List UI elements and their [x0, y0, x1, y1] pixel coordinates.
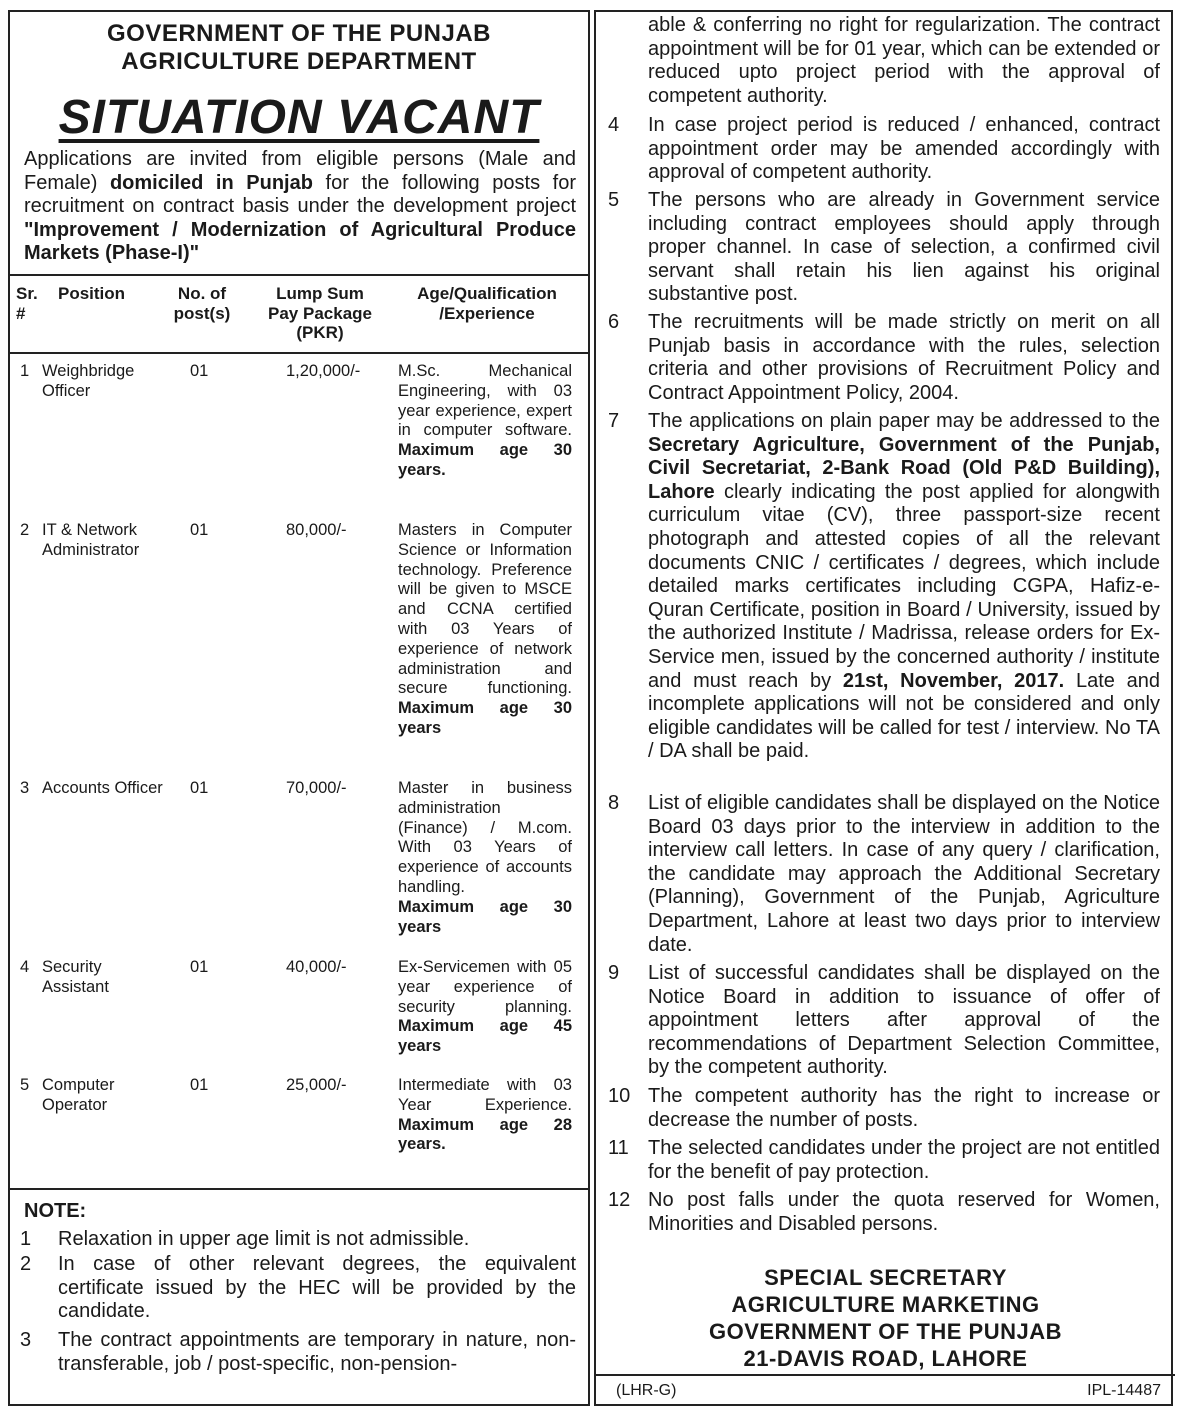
intro-bold-2: "Improvement / Modernization of Agricultural Produce Markets (Phase-I)": [24, 218, 576, 264]
signature-line-1: SPECIAL SECRETARY: [764, 1265, 1007, 1290]
row-posts: 01: [190, 958, 209, 976]
note-item: [20, 1329, 576, 1376]
row-pay: 40,000/-: [286, 958, 347, 976]
qualification-text: Ex-Servicemen with 05 year experience of security planning.: [398, 958, 572, 1016]
row-position: Computer Operator: [42, 1076, 115, 1114]
intro-text-1: Applications are invited from eligible persons (Male and Female): [24, 148, 576, 194]
row-qualification: [398, 521, 572, 739]
note-item: [20, 1228, 576, 1252]
qualification-text: Masters in Computer Science or Information technology. Preference will be given to MSCE and CCNA certified with 03 Years of experience of network administration and secure functioning.: [398, 521, 572, 698]
page-title: SITUATION VACANT: [58, 91, 540, 144]
note-item: [608, 1085, 1160, 1132]
signature-block: [596, 1264, 1175, 1372]
footer: [596, 1374, 1175, 1406]
address-text: Secretary Agriculture, Government of the Punjab, Civil Secretariat, 2-Bank Road (Old P&D Building), Lahore: [648, 433, 1160, 503]
header-line-2: AGRICULTURE DEPARTMENT: [121, 48, 477, 75]
note-text: [648, 410, 1160, 764]
note-title: NOTE:: [24, 1200, 87, 1222]
row-sr: 2: [20, 521, 30, 539]
intro-bold-1: domiciled in Punjab: [109, 171, 313, 194]
note-text: List of successful candidates shall be displayed on the Notice Board in addition to issuance of offer of appointment letters after approval of the recommendations of Department Selection Committee, by the competent authority.: [648, 962, 1160, 1079]
footer-code-right: IPL-14487: [1087, 1382, 1161, 1399]
header-pay: Lump Sum Pay Package (PKR): [268, 284, 372, 342]
note-item: [608, 311, 1160, 405]
footer-code-left: (LHR-G): [616, 1382, 677, 1399]
row-posts: 01: [190, 779, 209, 797]
years-text: years.: [398, 460, 446, 479]
row-sr: 5: [20, 1076, 30, 1094]
row-pay: 1,20,000/-: [286, 362, 361, 380]
intro-paragraph: [24, 148, 576, 266]
table-header: [10, 274, 588, 354]
note-number: 1: [20, 1228, 32, 1250]
max-age-text: Maximum age 30: [398, 699, 572, 718]
row-pay: 25,000/-: [286, 1076, 347, 1094]
note-item: [608, 189, 1160, 307]
note-item: [608, 410, 1160, 764]
note-7-text-a: The applications on plain paper may be addressed to the: [648, 410, 1160, 432]
qualification-text: Intermediate with 03 Year Experience.: [398, 1076, 572, 1114]
note-number: 3: [20, 1329, 32, 1351]
years-text: years: [398, 718, 442, 737]
row-position: Weighbridge Officer: [42, 362, 135, 400]
note-section: [10, 1188, 588, 1375]
max-age-text: Maximum age 28: [398, 1115, 572, 1134]
note-number: 12: [608, 1189, 631, 1211]
note-text: The selected candidates under the project are not entitled for the benefit of pay protection.: [648, 1137, 1160, 1183]
row-qualification: [398, 958, 572, 1057]
row-position: IT & Network Administrator: [42, 521, 140, 559]
years-text: years.: [398, 1135, 446, 1154]
row-posts: 01: [190, 362, 209, 380]
years-text: years: [398, 1037, 442, 1056]
max-age-text: Maximum age 30: [398, 897, 572, 916]
intro-text-2: for the following posts for recruitment on contract basis under the development project: [24, 171, 577, 217]
note-number: 10: [608, 1085, 631, 1107]
note-number: 9: [608, 962, 620, 984]
row-pay: 70,000/-: [286, 779, 347, 797]
row-pay: 80,000/-: [286, 521, 347, 539]
row-sr: 1: [20, 362, 30, 380]
signature-line-2: AGRICULTURE MARKETING: [731, 1292, 1040, 1317]
row-qualification: [398, 1076, 572, 1155]
header-posts: No. of post(s): [173, 284, 231, 323]
note-number: 6: [608, 311, 620, 333]
header-position: Position: [58, 284, 126, 303]
note-number: 11: [608, 1137, 629, 1159]
max-age-text: Maximum age 30: [398, 441, 572, 460]
note-text: The persons who are already in Government service including contract employees should apply through proper channel. In case of selection, a confirmed civil servant shall retain his lien against his original substantive post.: [648, 189, 1160, 306]
row-sr: 4: [20, 958, 30, 976]
note-text: able & conferring no right for regularization. The contract appointment will be for 01 year, which can be extended or reduced upto project period with the approval of competent authority.: [648, 14, 1160, 107]
note-text: The competent authority has the right to increase or decrease the number of posts.: [648, 1085, 1160, 1131]
note-item: [608, 1189, 1160, 1236]
max-age-text: Maximum age 45: [398, 1017, 572, 1036]
note-number: 4: [608, 114, 620, 136]
signature-line-3: GOVERNMENT OF THE PUNJAB: [708, 1319, 1063, 1344]
right-column: [594, 10, 1173, 1406]
note-item: [608, 1137, 1160, 1184]
row-qualification: [398, 362, 572, 481]
header-block: [10, 20, 588, 146]
header-line-1: GOVERNMENT OF THE PUNJAB: [106, 20, 492, 47]
note-text: The contract appointments are temporary in nature, non-transferable, job / post-specific, non-pension-: [58, 1329, 576, 1375]
note-number: 8: [608, 792, 620, 814]
left-column: [8, 10, 590, 1406]
note-number: 2: [20, 1253, 32, 1275]
note-item: [608, 114, 1160, 185]
note-7-text-e: Late and incomplete applications will not be considered and only eligible candidates will be called for test / interview. No TA / DA shall be paid.: [648, 669, 1160, 763]
qualification-text: Master in business administration (Finance) / M.com. With 03 Years of experience of accounts handling.: [398, 779, 572, 896]
years-text: years: [398, 917, 442, 936]
row-position: Security Assistant: [42, 958, 109, 996]
note-item-3-continued: [608, 14, 1160, 108]
row-posts: 01: [190, 1076, 209, 1094]
note-item: [608, 792, 1160, 957]
row-position: Accounts Officer: [42, 779, 163, 797]
note-text: In case of other relevant degrees, the equivalent certificate issued by the HEC will be provided by the candidate.: [58, 1253, 576, 1323]
row-posts: 01: [190, 521, 209, 539]
note-text: List of eligible candidates shall be displayed on the Notice Board 03 days prior to the interview in addition to the interview call letters. In case of any query / clarification, the candidate may approach the Additional Secretary (Planning), Government of the Punjab, Agriculture Department, Lahore at least two days prior to interview date.: [648, 792, 1160, 956]
note-number: 7: [608, 410, 620, 432]
qualification-text: M.Sc. Mechanical Engineering, with 03 year experience, expert in computer software.: [398, 362, 572, 440]
note-text: Relaxation in upper age limit is not admissible.: [58, 1228, 470, 1250]
row-sr: 3: [20, 779, 30, 797]
note-item: [20, 1253, 576, 1324]
note-number: 5: [608, 189, 620, 211]
note-7-text-c: clearly indicating the post applied for alongwith curriculum vitae (CV), three passport-size recent photograph and attested copies of all the relevant documents CNIC / certificates / degrees, which include detailed marks certificates including CGPA, Hafiz-e-Quran Certificate, position in Board / University, issued by the authorized Institute / Madrissa, release orders for Ex-Service men, issued by the concerned authority / institute and must reach by: [648, 480, 1160, 692]
note-text: No post falls under the quota reserved for Women, Minorities and Disabled persons.: [648, 1189, 1160, 1235]
note-item: [608, 962, 1160, 1080]
signature-line-4: 21-DAVIS ROAD, LAHORE: [743, 1346, 1028, 1371]
note-text: The recruitments will be made strictly on merit on all Punjab basis in accordance with the rules, selection criteria and other provisions of Recruitment Policy and Contract Appointment Policy, 2004.: [648, 311, 1160, 404]
row-qualification: [398, 779, 572, 937]
deadline-text: 21st, November, 2017.: [842, 669, 1065, 692]
header-qualification: Age/Qualification /Experience: [417, 284, 557, 323]
note-text: In case project period is reduced / enhanced, contract appointment order may be amended accordingly with approval of competent authority.: [648, 114, 1160, 184]
header-sr: Sr. #: [16, 284, 38, 323]
